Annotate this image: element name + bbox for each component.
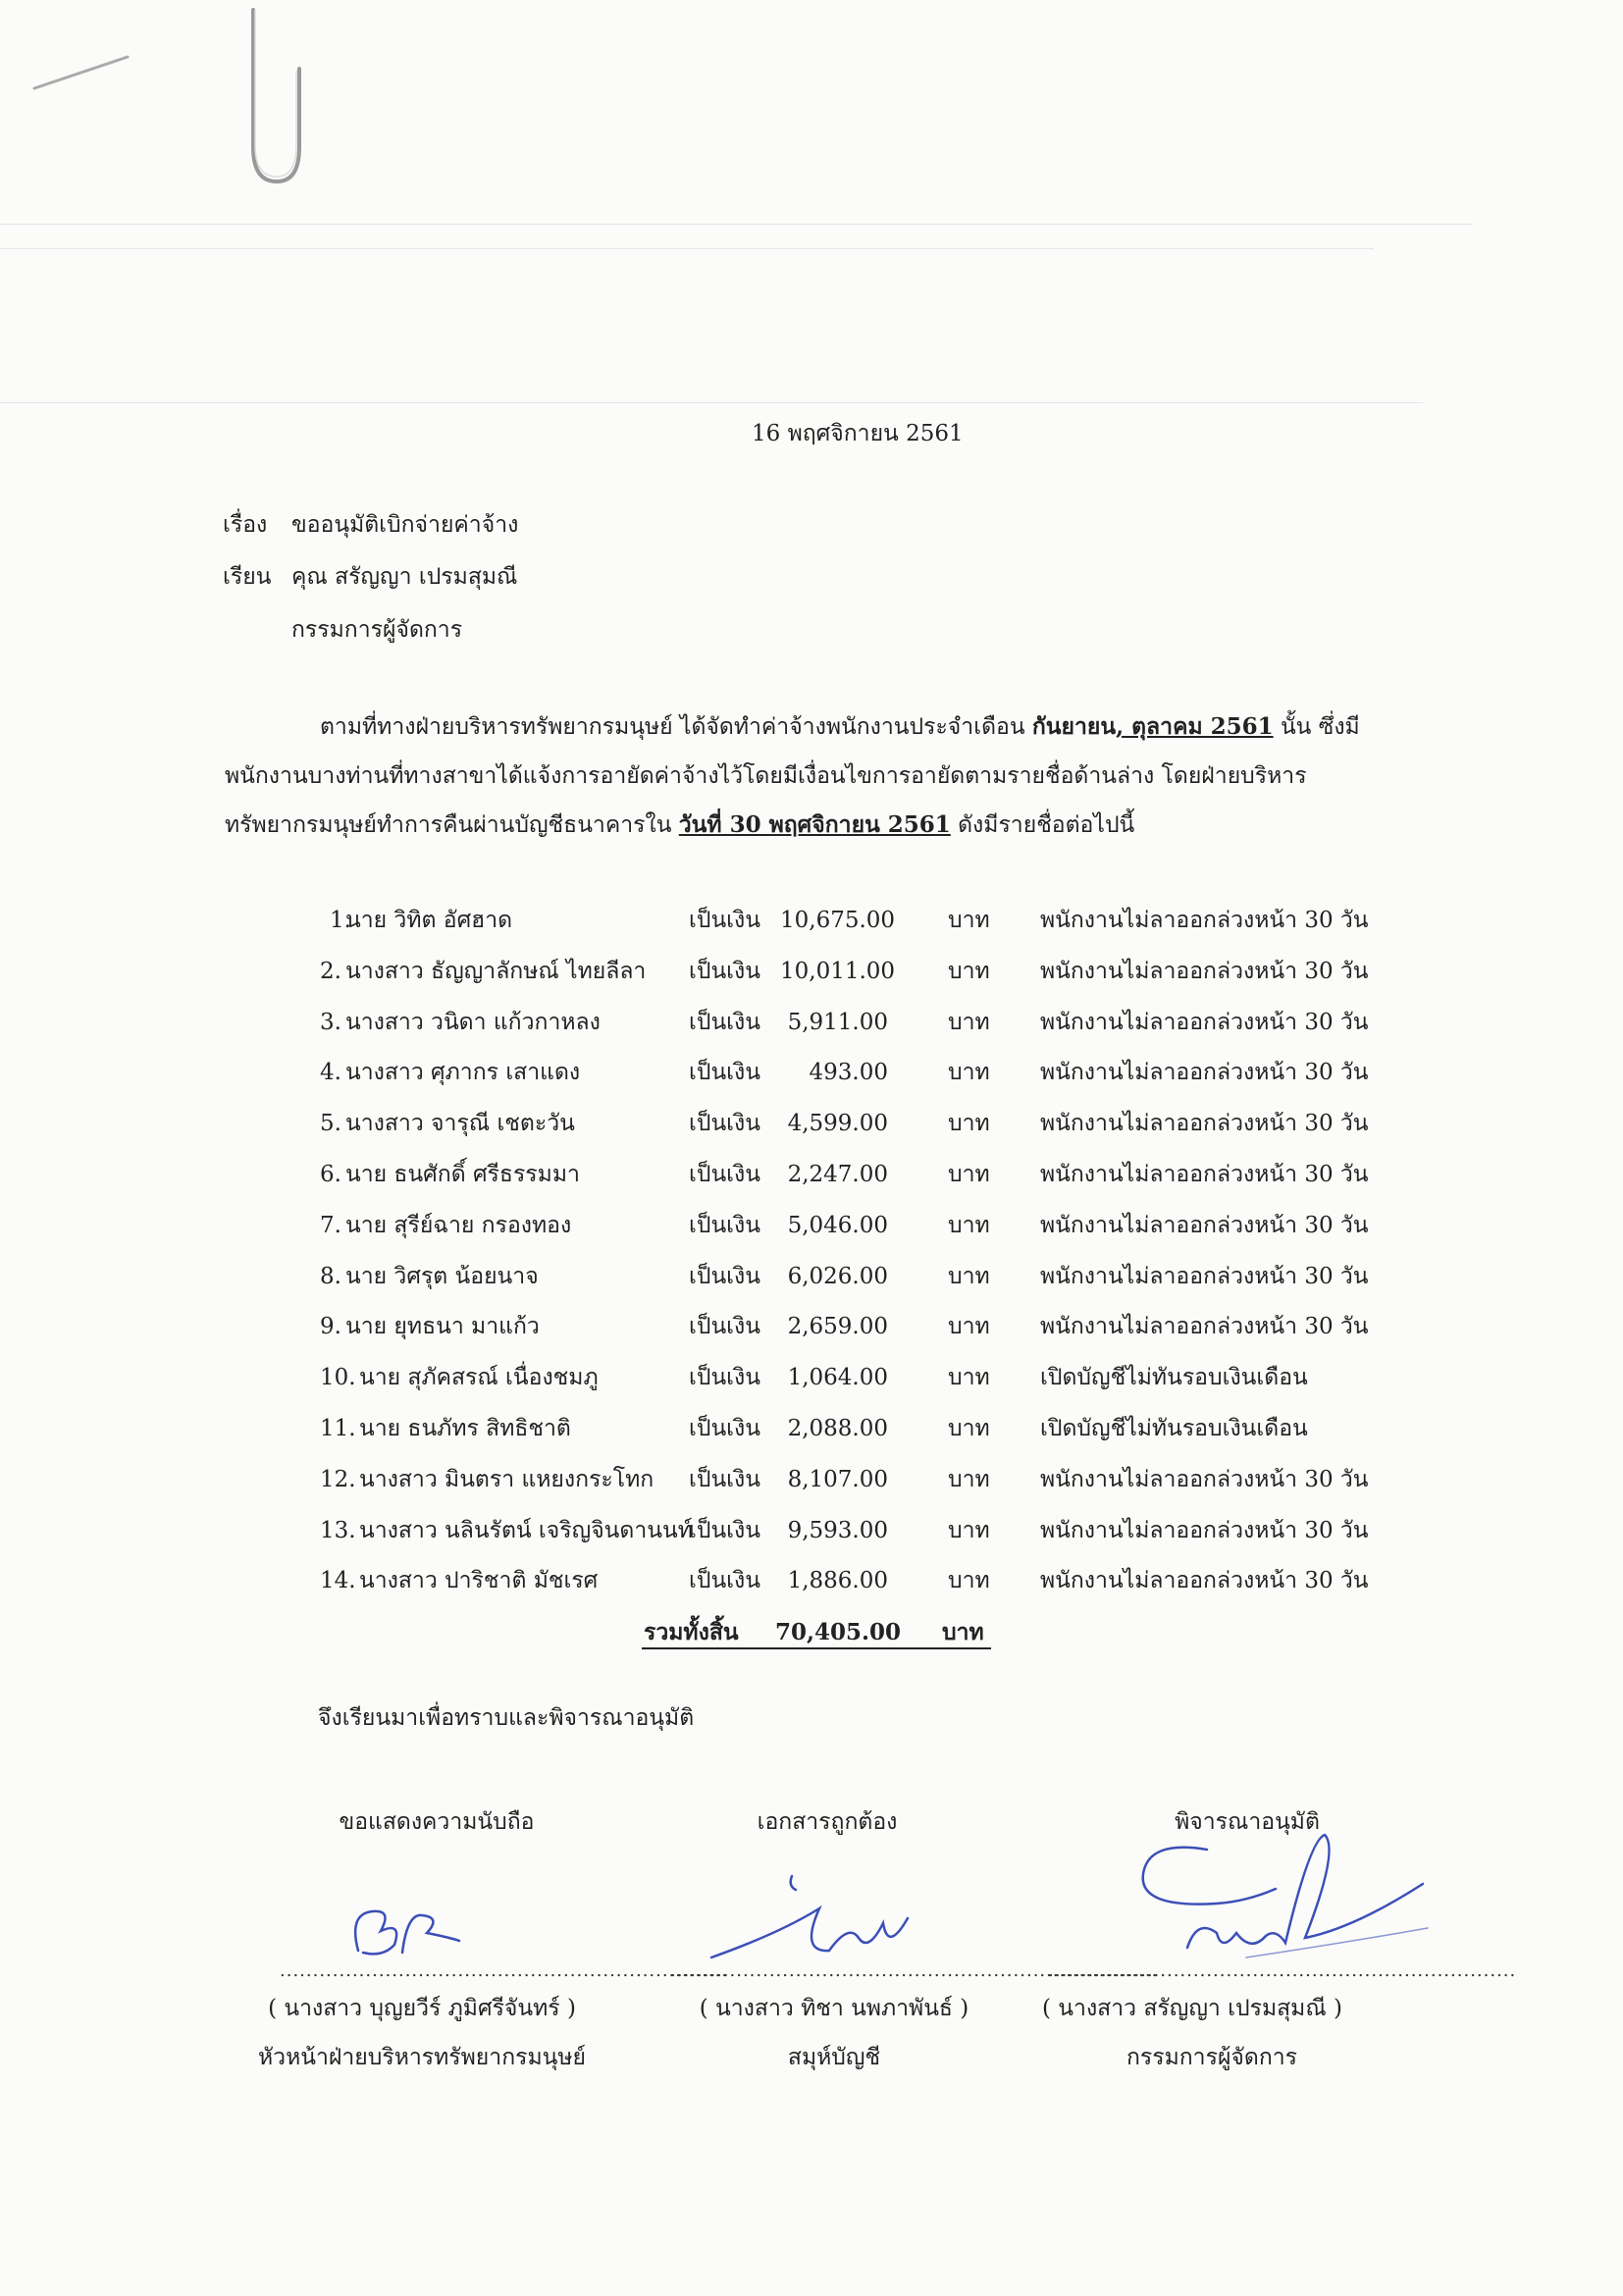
employee-number: 2.: [320, 959, 341, 984]
signature-position-3: กรรมการผู้จัดการ: [1126, 2045, 1298, 2070]
signature-position-1: หัวหน้าฝ่ายบริหารทรัพยากรมนุษย์: [258, 2045, 586, 2070]
subject-text: ขออนุมัติเบิกจ่ายค่าจ้าง: [291, 512, 519, 538]
employee-name: นาย สุรีย์ฉาย กรองทอง: [345, 1213, 572, 1238]
employee-row: [0, 1411, 1623, 1446]
amount-label: เป็นเงิน: [689, 1162, 760, 1187]
amount-label: เป็นเงิน: [689, 1568, 760, 1593]
body-refund-date: วันที่ 30 พฤศจิกายน 2561: [678, 811, 951, 838]
employee-amount: 1,064.00: [787, 1365, 888, 1390]
employee-note: เปิดบัญชีไม่ทันรอบเงินเดือน: [1040, 1365, 1308, 1390]
employee-row: [0, 1360, 1623, 1395]
employee-row: [0, 1259, 1623, 1294]
currency-label: บาท: [948, 1568, 990, 1593]
employee-note: พนักงานไม่ลาออกล่วงหน้า 30 วัน: [1040, 908, 1369, 933]
employee-name: นาย สุภัคสรณ์ เนื่องชมภู: [359, 1365, 599, 1390]
employee-name: นางสาว มินตรา แหยงกระโทก: [359, 1467, 654, 1492]
letter-date: 16 พฤศจิกายน 2561: [752, 421, 964, 446]
signature-line-1: ....................................................................: [280, 1960, 729, 1981]
employee-row: [0, 1563, 1623, 1598]
currency-label: บาท: [948, 1060, 990, 1085]
employee-amount: 493.00: [809, 1060, 888, 1085]
currency-label: บาท: [948, 1111, 990, 1136]
employee-number: 13.: [320, 1518, 356, 1543]
employee-row: [0, 1513, 1623, 1548]
recipient-position: กรรมการผู้จัดการ: [291, 617, 463, 643]
body-months-underlined: , ตุลาคม 2561: [1116, 713, 1274, 740]
body-part2: นั้น ซึ่งมีพนักงานบางท่านที่ทางสาขาได้แจ้งการอายัดค่าจ้างไว้โดยมีเงื่อนไขการอายัดตามรายชื่อด้านล่าง โดยฝ่ายบริหารทรัพยากรมนุษย์ทำการคืนผ่านบัญชีธนาคารใน: [225, 714, 1360, 838]
body-part3: ดังมีรายชื่อต่อไปนี้: [958, 812, 1135, 838]
employee-note: พนักงานไม่ลาออกล่วงหน้า 30 วัน: [1040, 1010, 1369, 1035]
employee-amount: 10,011.00: [780, 959, 896, 984]
employee-amount: 2,659.00: [787, 1314, 888, 1339]
employee-name: นางสาว ปาริชาติ มัชเรศ: [359, 1568, 599, 1593]
employee-name: นางสาว นลินรัตน์ เจริญจินดานนท์: [359, 1518, 693, 1543]
amount-label: เป็นเงิน: [689, 1518, 760, 1543]
employee-note: พนักงานไม่ลาออกล่วงหน้า 30 วัน: [1040, 1467, 1369, 1492]
employee-amount: 6,026.00: [787, 1264, 888, 1289]
employee-amount: 5,046.00: [787, 1213, 888, 1238]
currency-label: บาท: [948, 1518, 990, 1543]
employee-amount: 4,599.00: [787, 1111, 888, 1136]
signature-name-3: ( นางสาว สรัญญา เปรมสุมณี ): [1042, 1996, 1342, 2021]
employee-amount: 9,593.00: [787, 1518, 888, 1543]
employee-name: นางสาว จารุณี เชตะวัน: [345, 1111, 575, 1136]
recipient-label: เรียน: [223, 564, 272, 590]
amount-label: เป็นเงิน: [689, 1111, 760, 1136]
employee-number: 9.: [320, 1314, 341, 1339]
employee-name: นาย ยุทธนา มาแก้ว: [345, 1314, 540, 1339]
currency-label: บาท: [948, 1264, 990, 1289]
employee-number: 1.: [330, 908, 351, 933]
scan-artifact-line: [0, 402, 1423, 403]
employee-number: 7.: [320, 1213, 341, 1238]
signature-position-2: สมุห์บัญชี: [787, 2045, 881, 2070]
employee-number: 11.: [320, 1416, 356, 1441]
amount-label: เป็นเงิน: [689, 1467, 760, 1492]
employee-note: พนักงานไม่ลาออกล่วงหน้า 30 วัน: [1040, 959, 1369, 984]
employee-name: นาย วิทิต อัศฮาด: [345, 908, 513, 933]
scan-artifact-line: [0, 248, 1374, 249]
amount-label: เป็นเงิน: [689, 959, 760, 984]
currency-label: บาท: [948, 1010, 990, 1035]
amount-label: เป็นเงิน: [689, 1264, 760, 1289]
employee-row: [0, 1157, 1623, 1192]
amount-label: เป็นเงิน: [689, 1213, 760, 1238]
employee-note: พนักงานไม่ลาออกล่วงหน้า 30 วัน: [1040, 1568, 1369, 1593]
employee-number: 8.: [320, 1264, 341, 1289]
employee-number: 5.: [320, 1111, 341, 1136]
employee-number: 12.: [320, 1467, 356, 1492]
currency-label: บาท: [948, 1416, 990, 1441]
currency-label: บาท: [948, 1314, 990, 1339]
employee-amount: 1,886.00: [787, 1568, 888, 1593]
employee-name: นาย ธนศักดิ์ ศรีธรรมมา: [345, 1162, 580, 1187]
employee-number: 10.: [320, 1365, 356, 1390]
employee-name: นาย ธนภัทร สิทธิชาติ: [359, 1416, 571, 1441]
total-underline: [642, 1647, 991, 1649]
employee-note: พนักงานไม่ลาออกล่วงหน้า 30 วัน: [1040, 1518, 1369, 1543]
closing-text: จึงเรียนมาเพื่อทราบและพิจารณาอนุมัติ: [318, 1705, 695, 1731]
scan-artifact-line: [0, 224, 1472, 225]
employee-row: [0, 1106, 1623, 1141]
body-part1: ตามที่ทางฝ่ายบริหารทรัพยากรมนุษย์ ได้จัดทำค่าจ้างพนักงานประจำเดือน: [320, 714, 1025, 740]
amount-label: เป็นเงิน: [689, 1314, 760, 1339]
employee-row: [0, 1055, 1623, 1090]
signature-line-3: .......................................................................: [1048, 1960, 1517, 1981]
employee-note: พนักงานไม่ลาออกล่วงหน้า 30 วัน: [1040, 1111, 1369, 1136]
body-paragraph: [225, 703, 1387, 850]
employee-note: เปิดบัญชีไม่ทันรอบเงินเดือน: [1040, 1416, 1308, 1441]
body-months: กันยายน: [1031, 713, 1117, 740]
signature-name-1: ( นางสาว บุญยวีร์ ภูมิศรีจันทร์ ): [268, 1996, 576, 2021]
employee-row: [0, 1208, 1623, 1243]
employee-amount: 10,675.00: [780, 908, 896, 933]
employee-name: นาย วิศรุต น้อยนาจ: [345, 1264, 539, 1289]
signature-2: [702, 1864, 927, 1972]
employee-amount: 8,107.00: [787, 1467, 888, 1492]
amount-label: เป็นเงิน: [689, 1010, 760, 1035]
signature-caption-3: พิจารณาอนุมัติ: [1175, 1809, 1320, 1835]
employee-amount: 2,088.00: [787, 1416, 888, 1441]
employee-row: [0, 954, 1623, 989]
currency-label: บาท: [948, 1162, 990, 1187]
total-row: [0, 1615, 1623, 1650]
currency-label: บาท: [948, 1365, 990, 1390]
subject-label: เรื่อง: [223, 512, 268, 538]
employee-note: พนักงานไม่ลาออกล่วงหน้า 30 วัน: [1040, 1314, 1369, 1339]
employee-number: 14.: [320, 1568, 356, 1593]
signature-caption-1: ขอแสดงความนับถือ: [339, 1809, 535, 1835]
employee-note: พนักงานไม่ลาออกล่วงหน้า 30 วัน: [1040, 1162, 1369, 1187]
employee-name: นางสาว วนิดา แก้วกาหลง: [345, 1010, 601, 1035]
amount-label: เป็นเงิน: [689, 1060, 760, 1085]
employee-number: 3.: [320, 1010, 341, 1035]
employee-amount: 2,247.00: [787, 1162, 888, 1187]
employee-amount: 5,911.00: [787, 1010, 888, 1035]
currency-label: บาท: [948, 1467, 990, 1492]
currency-label: บาท: [948, 908, 990, 933]
employee-number: 4.: [320, 1060, 341, 1085]
employee-name: นางสาว ธัญญาลักษณ์ ไทยลีลา: [345, 959, 647, 984]
total-amount: 70,405.00: [775, 1619, 902, 1645]
employee-row: [0, 903, 1623, 938]
currency-label: บาท: [948, 1213, 990, 1238]
employee-note: พนักงานไม่ลาออกล่วงหน้า 30 วัน: [1040, 1264, 1369, 1289]
employee-row: [0, 1005, 1623, 1040]
employee-row: [0, 1309, 1623, 1344]
employee-row: [0, 1462, 1623, 1497]
amount-label: เป็นเงิน: [689, 908, 760, 933]
signature-1: [334, 1894, 481, 1967]
signature-line-2: ..........................................................................: [670, 1960, 1159, 1981]
recipient-name: คุณ สรัญญา เปรมสุมณี: [291, 564, 518, 590]
signature-caption-2: เอกสารถูกต้อง: [757, 1809, 898, 1835]
pin-icon: [29, 49, 137, 98]
signature-name-2: ( นางสาว ทิชา นพภาพันธ์ ): [699, 1996, 969, 2021]
employee-note: พนักงานไม่ลาออกล่วงหน้า 30 วัน: [1040, 1213, 1369, 1238]
total-label: รวมทั้งสิ้น: [644, 1619, 739, 1645]
currency-label: บาท: [948, 959, 990, 984]
amount-label: เป็นเงิน: [689, 1365, 760, 1390]
amount-label: เป็นเงิน: [689, 1416, 760, 1441]
paper-clip-icon: [226, 0, 334, 196]
employee-note: พนักงานไม่ลาออกล่วงหน้า 30 วัน: [1040, 1060, 1369, 1085]
total-currency: บาท: [942, 1619, 984, 1645]
employee-name: นางสาว ศุภากร เสาแดง: [345, 1060, 581, 1085]
employee-number: 6.: [320, 1162, 341, 1187]
